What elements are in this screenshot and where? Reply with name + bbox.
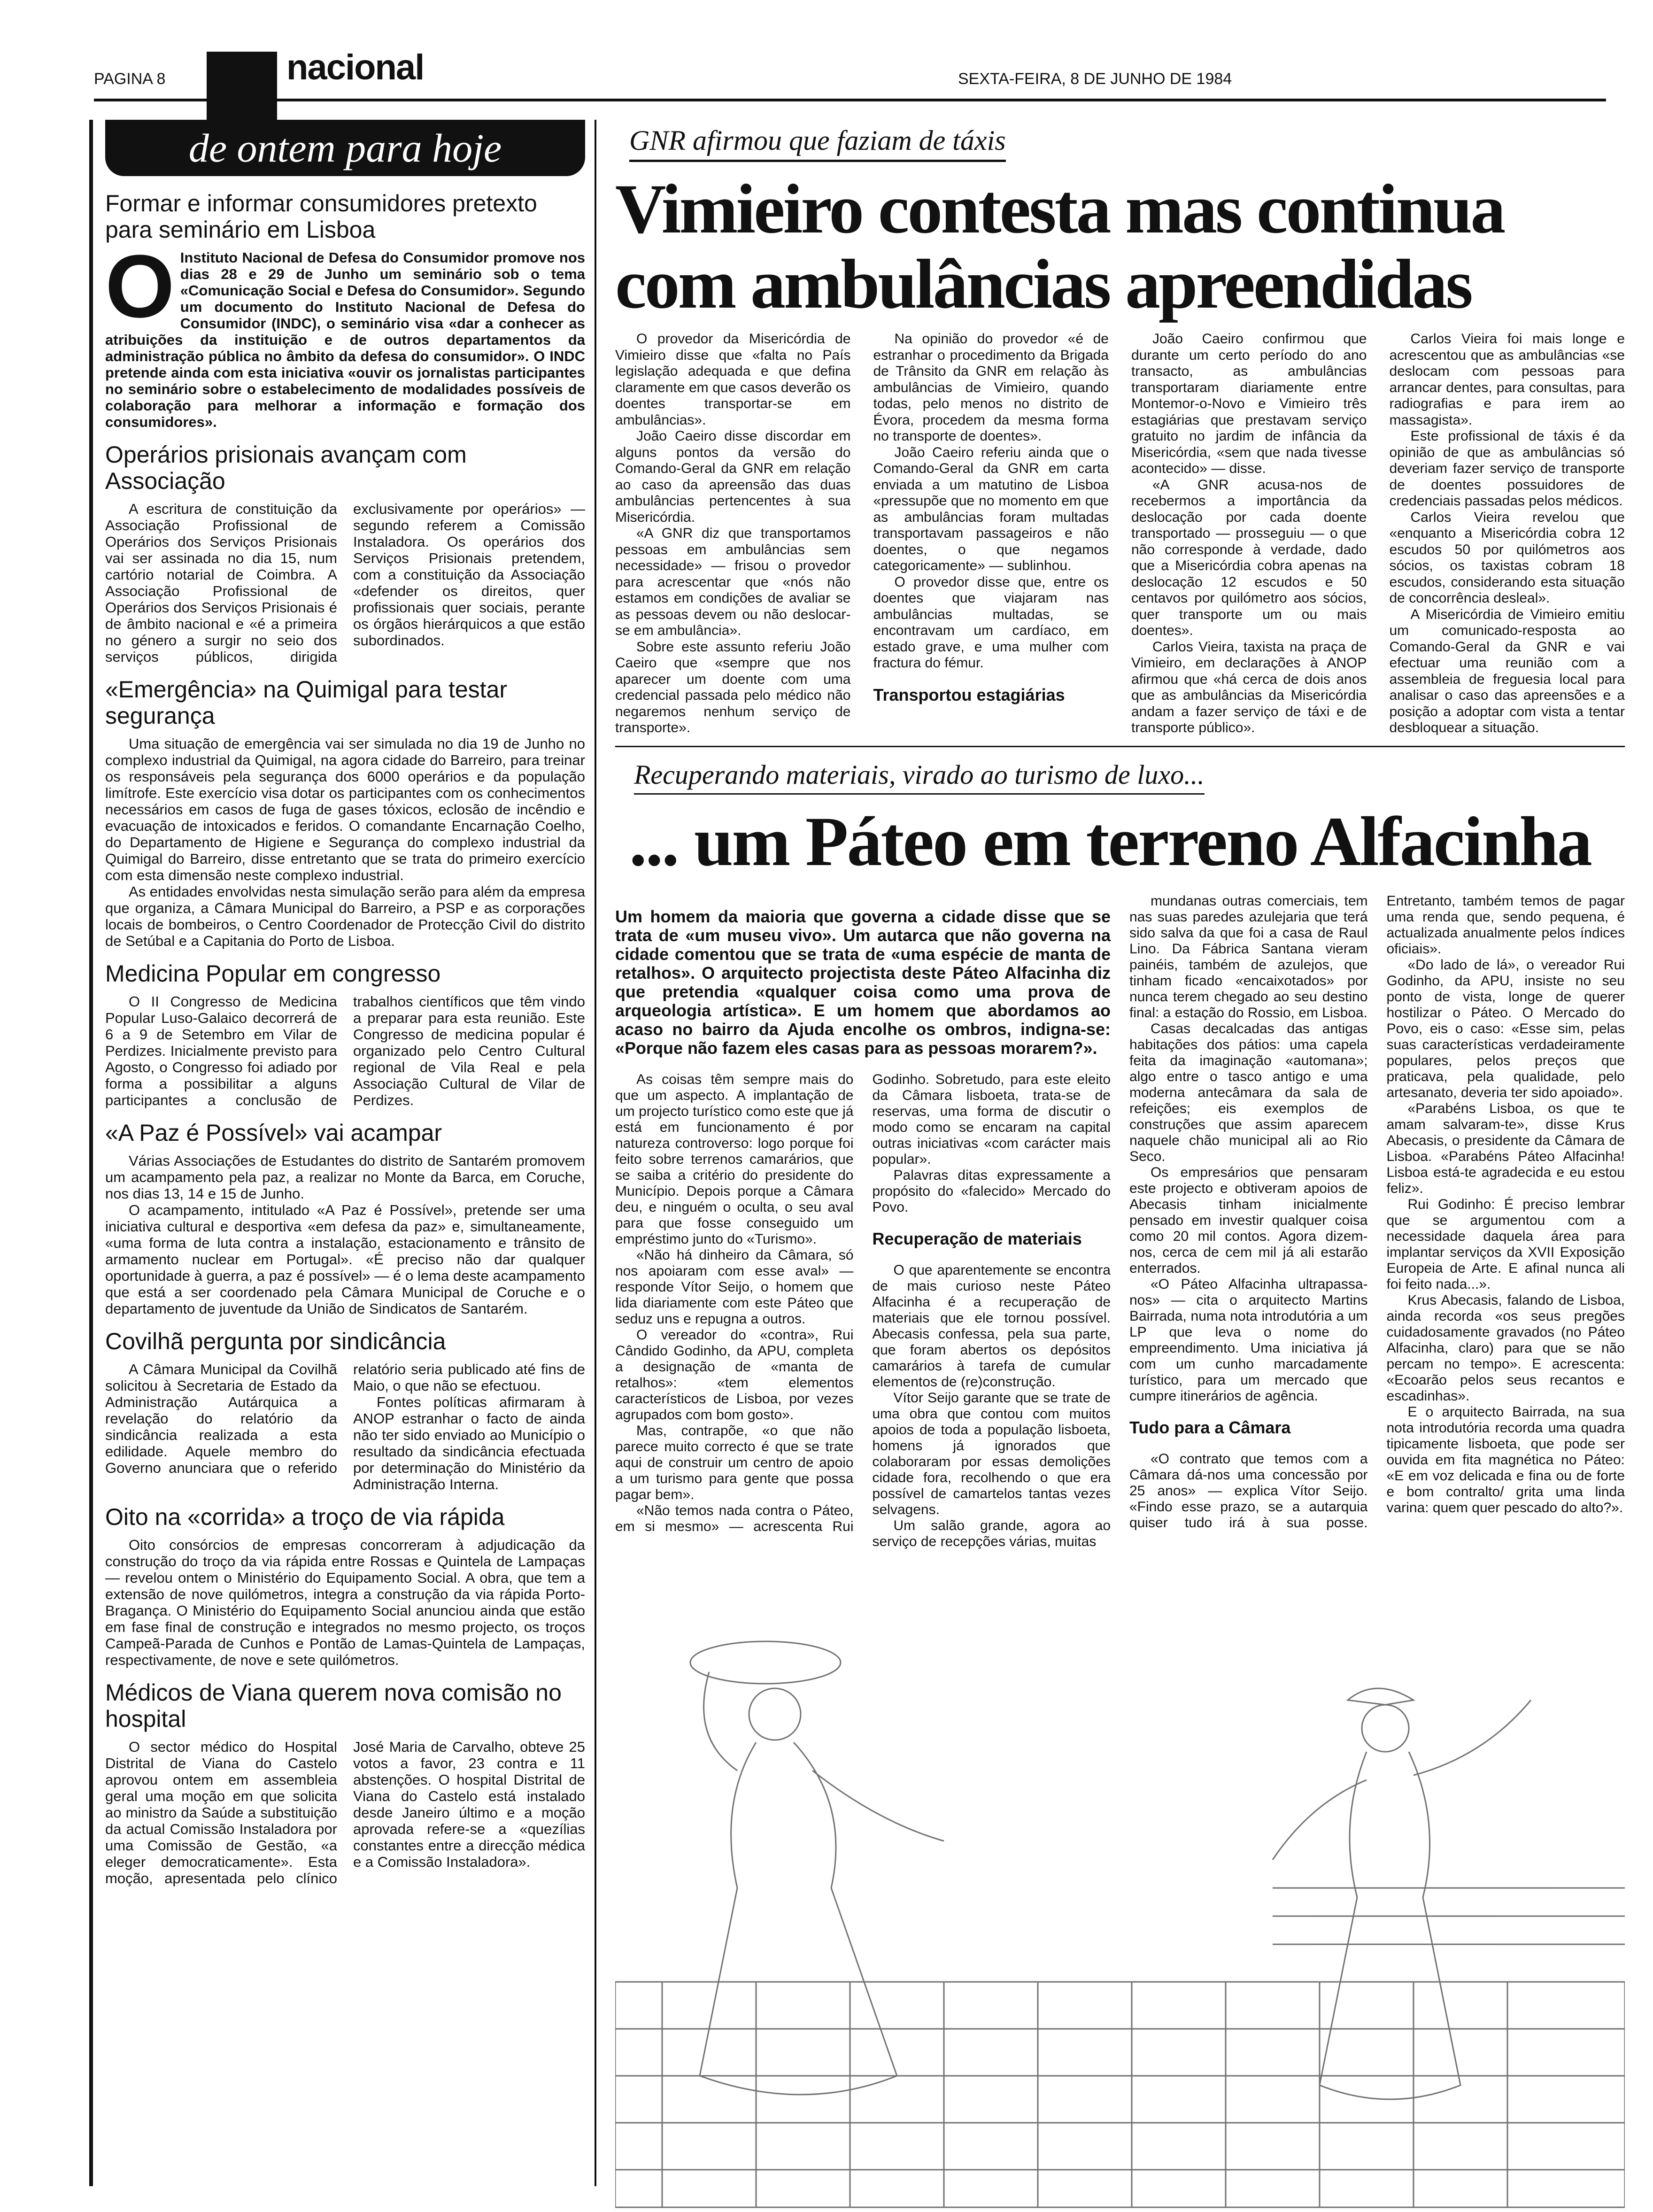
paragraph: Mas, contrapõe, «o que não parece muito correcto é que se trate aqui de construir um centro de apoio a um turismo para gente que possa pagar bem». — [615, 1423, 854, 1502]
brief-headline: Operários prisionais avançam com Associação — [105, 441, 467, 494]
brief-headline: «Emergência» na Quimigal para testar segurança — [105, 676, 508, 729]
briefs-list — [105, 190, 585, 1887]
paragraph: O provedor disse que, entre os doentes que viajaram nas ambulâncias multadas, se encontravam um cardíaco, em estado grave, e uma mulher com fractura do fémur. — [873, 574, 1109, 671]
brief-headline: Covilhã pergunta por sindicância — [105, 1328, 446, 1354]
paragraph: Carlos Vieira, taxista na praça de Vimieiro, em declarações à ANOP afirmou que «há cerca de dois anos que as ambulâncias da Misericórdia andam a fazer serviço de táxi e de transporte público». — [1131, 639, 1367, 735]
paragraph: Fontes políticas afirmaram à ANOP estranhar o facto de ainda não ter sido enviado ao Município o resultado da sindicância efectuada por determinação do Ministério da Administração Interna. — [353, 1394, 585, 1493]
paragraph: «Não há dinheiro da Câmara, só nos apoiaram com esse aval» — responde Vítor Seijo, o homem que lida diariamente com este Páteo que seduz uns e repugna a outros. — [615, 1247, 854, 1327]
paragraph: João Caeiro referiu ainda que o Comando-Geral da GNR em carta enviada a um matutino de Lisboa «pressupõe que no momento em que as ambulâncias foram multadas transportavam passageiros e não doentes, o que negamos categoricamente» — sublinhou. — [873, 444, 1109, 573]
paragraph: «O contrato que temos com a Câmara dá-nos uma concessão por 25 anos» — explica Vítor Seijo. «Findo esse prazo, se a autarquia quiser tudo irá à sua posse. Entretanto, também temos de pagar uma renda que, sendo pequena, é actualizada anualmente pelos índices oficiais». — [1129, 893, 1625, 1531]
left-column-briefs — [89, 120, 596, 2186]
brief-body — [105, 1739, 585, 1887]
brief-body — [105, 237, 585, 430]
paragraph: Os empresários que pensaram este projecto e obtiveram apoios de Abecasis tinham inicialmente pensado em investir qualquer coisa como 20 mil contos. Agora dizem-nos, cerca de cem mil já ali estarão enterrados. — [1129, 1164, 1368, 1276]
newspaper-logo — [207, 52, 277, 122]
paragraph: Na opinião do provedor «é de estranhar o procedimento da Brigada de Trânsito da GNR em relação às ambulâncias de Vimieiro, quando todas, pelo menos no distrito de Évora, procedem da mesma forma no transporte de doentes». — [873, 331, 1109, 444]
subheading: Tudo para a Câmara — [1129, 1417, 1291, 1437]
briefs-box-title: de ontem para hoje — [105, 120, 585, 176]
brief-headline: «A Paz é Possível» vai acampar — [105, 1120, 442, 1146]
paragraph: E o arquitecto Bairrada, na sua nota introdutória recorda uma quadra tipicamente lisboeta, que pode ser ouvida em fita magnética no Páteo: «E em voz delicada e fina ou de forte e bom contralto/ grita uma linda varina: quem quer pescado do alto?». — [1386, 1404, 1625, 1516]
paragraph: O vereador do «contra», Rui Cândido Godinho, da APU, completa a designação de «manta de retalhos»: «tem elementos característicos de Lisboa, por vezes agrupados com bom gosto». — [615, 1327, 854, 1423]
vimieiro-kicker: GNR afirmou que faziam de táxis — [629, 124, 1006, 162]
section-title: nacional — [286, 47, 424, 87]
paragraph: «O Páteo Alfacinha ultrapassa-nos» — cita o arquitecto Martins Bairrada, numa nota introdutória a um LP que leva o nome do empreendimento. Uma iniciativa já com um cunho marcadamente turístico, para um mercado que cumpre itinerários de agência. — [1129, 1276, 1368, 1404]
paragraph: «A GNR acusa-nos de recebermos a importância da deslocação por cada doente transportado — prosseguiu — o que não corresponde à verdade, dado que a Misericórdia cobra apenas na deslocação 12 escudos e 50 centavos por quilómetro aos sócios, quer transporte um ou mais doentes». — [1131, 477, 1367, 638]
masthead — [94, 47, 1606, 101]
page-number: PAGINA 8 — [94, 70, 166, 88]
alfacinha-lead — [615, 907, 1111, 1058]
paragraph: Sobre este assunto referiu João Caeiro que «sempre que nos aparecer um doente com uma credencial passada pelo médico não negaremos nenhum serviço de transporte». — [615, 639, 851, 735]
paragraph: Palavras ditas expressamente a propósito do «falecido» Mercado do Povo. — [872, 1167, 1111, 1215]
brief-body — [105, 501, 585, 665]
paragraph: Casas decalcadas das antigas habitações dos pátios: uma capela feita da imaginação «automana»; algo entre o tasco antigo e uma moderna antecâmara da sala de refeições; eis exemplos de construções que assim aparecem naquele chão municipal ali ao Rio Seco. — [1129, 1021, 1368, 1164]
paragraph: O acampamento, intitulado «A Paz é Possível», pretende ser uma iniciativa cultural e desportiva «em defesa da paz» e, simultaneamente, «uma forma de luta contra a instalação, estacionamento e trânsito de armamento nuclear em Portugal». «É preciso não dar qualquer oportunidade à guerra, a paz é possível» — é o lema deste acampamento que está a ser coordenado pela Câmara Municipal de Coruche e o departamento de juventude da União de Sindicatos de Santarém. — [105, 1202, 585, 1317]
brief-headline: Oito na «corrida» a troço de via rápida — [105, 1504, 505, 1530]
alfacinha-kicker: Recuperando materiais, virado ao turismo de luxo... — [634, 759, 1205, 795]
brief-headline: Formar e informar consumidores pretexto para seminário em Lisboa — [105, 190, 537, 243]
paragraph: «Não temos nada contra o Páteo, em si mesmo» — acrescenta Rui Godinho. Sobretudo, para este eleito da Câmara lisboeta, trata-se de reservas, uma forma de discutir o modo como se encaram na capital outras iniciativas «com carácter mais popular». — [615, 1071, 1111, 1534]
paragraph: A escritura de constituição da Associação Profissional de Operários dos Serviços Prisionais vai ser assinada no dia 15, num cartório notarial de Coimbra. A Associação Profissional de Operários dos Serviços Prisionais é de âmbito nacional e «é a primeira no género a surgir no seio dos serviços públicos, dirigida exclusivamente por operários» — segundo referem a Comissão Instaladora. Os operários dos Serviços Prisionais pretendem, com a constituição da Associação «defender os direitos, quer profissionais quer sociais, perante os órgãos hierárquicos a que estão subordinados. — [105, 501, 585, 665]
paragraph: Uma situação de emergência vai ser simulada no dia 19 de Junho no complexo industrial da Quimigal, na agora cidade do Barreiro, para treinar os responsáveis pela segurança dos 6000 operários e da população limítrofe. Este exercício visa dotar os participantes com os conhecimentos necessários em casos de fuga de gases tóxicos, eclosão de incêndio e evacuação de intoxicados e feridos. O comandante Encarnação Coelho, do Departamento de Higiene e Segurança do complexo industrial da Quimigal do Barreiro, disse entretanto que se trata do primeiro exercício com esta dimensão neste complexo industrial. — [105, 735, 585, 883]
alfacinha-body-left — [615, 1072, 1111, 1550]
paragraph: O que aparentemente se encontra de mais curioso neste Páteo Alfacinha é a recuperação de materiais que ele tornou possível. Abecasis confessa, pela sua parte, que foram abertos os depósitos camarários à tarefa de cumular elementos de (re)construção. — [872, 1262, 1111, 1390]
subheading: Recuperação de materiais — [872, 1229, 1082, 1248]
paragraph: Krus Abecasis, falando de Lisboa, ainda recorda «os seus pregões cuidadosamente gravados (no Páteo Alfacinha, claro) para que se não percam no tempo». E acrescenta: «Ecoarão pelos seus recantos e escadinhas». — [1386, 1292, 1625, 1404]
brief-body — [105, 735, 585, 949]
paragraph: Várias Associações de Estudantes do distrito de Santarém promovem um acampamento pela paz, a realizar no Monte da Barca, em Coruche, nos dias 13, 14 e 15 de Junho. — [105, 1152, 585, 1202]
subheading: Um homem da maioria que governa a cidade disse que se trata de «um museu vivo». Um autarca que não governa na cidade comentou que se trata de «uma espécie de manta de retalhos». O arquitecto projectista deste Páteo Alfacinha diz que pretendia «qualquer coisa como uma prova de arqueologia artística». E um homem que abordamos ao acaso no bairro da Ajuda encolhe os ombros, indigna-se: «Porque não fazem eles casas para as pessoas morarem?». — [615, 906, 1111, 1058]
brief-body — [105, 993, 585, 1108]
brief-body — [105, 1152, 585, 1317]
alfacinha-headline: ... um Páteo em terreno Alfacinha — [629, 802, 1591, 881]
paragraph: Carlos Vieira revelou que «enquanto a Misericórdia cobra 12 escudos 50 por quilómetros aos sócios, os taxistas cobram 18 escudos, considerando esta situação de concorrência desleal». — [1389, 509, 1625, 606]
paragraph: Rui Godinho: É preciso lembrar que se argumentou com a necessidade daquela área para implantar serviços da XVII Exposição Europeia de Arte. E afinal nunca ali foi feito nada...». — [1386, 1196, 1625, 1292]
hat — [1348, 1688, 1414, 1705]
brief-body — [105, 1537, 585, 1668]
divider — [615, 746, 1625, 747]
paragraph: «Do lado de lá», o vereador Rui Godinho, da APU, insiste no seu ponto de vista, longe de querer hostilizar o Páteo. O Mercado do Povo, eis o caso: «Esse sim, pelas suas características verdadeiramente populares, pelos preços que praticava, pela qualidade, pelo artesanato, deveria ter sido apoiado». — [1386, 957, 1625, 1100]
brief-body — [105, 1361, 585, 1493]
paragraph: Vítor Seijo garante que se trate de uma obra que contou com muitos apoios de toda a população lisboeta, homens já ignorados que colaboraram por essas demolições cidade fora, recolhendo o que era possível de camartelos tantas vezes selvagens. — [872, 1390, 1111, 1517]
paragraph: A Misericórdia de Vimieiro emitiu um comunicado-resposta ao Comando-Geral da GNR e vai efectuar uma reunião com a assembleia de freguesia local para analisar o caso das apreensões e a posição a adoptar com vista a tentar desbloquear a situação. — [1389, 606, 1625, 735]
alfacinha-left-half — [615, 893, 1111, 1550]
paragraph: As coisas têm sempre mais do que um aspecto. A implantação de um projecto turístico como este que já está em funcionamento é por natureza controverso: logo porque foi feito sobre terrenos camarários, que se saiba a critério do presidente do Município. Depois porque a Câmara deu, e ninguém o oculta, o seu aval para que fosse conseguido um empréstimo junto do «Turismo». — [615, 1071, 854, 1247]
paragraph: O sector médico do Hospital Distrital de Viana do Castelo aprovou ontem em assembleia geral uma moção em que solicita ao ministro da Saúde a substituição da actual Comissão Instaladora por uma Comissão de Gestão, «a eleger democraticamente». Esta moção, apresentada pelo clínico José Maria de Carvalho, obteve 25 votos a favor, 23 contra e 11 abstenções. O hospital Distrital de Viana do Castelo está instalado desde Janeiro último e a moção aprovada refere-se a «quezílias constantes entre a direcção médica e a Comissão Instaladora». — [105, 1739, 585, 1887]
brief-headline: Médicos de Viana querem nova comisão no hospital — [105, 1679, 562, 1732]
subheading: Transportou estagiárias — [873, 685, 1065, 704]
paragraph: Oito consórcios de empresas concorreram à adjudicação da construção do troço da via rápida entre Rossas e Quintela de Lampaças — revelou ontem o Ministério do Equipamento Social. A obra, que tem a extensão de nove quilómetros, integra a construção da via rápida Porto-Bragança. O Ministério do Equipamento Social anunciou ainda que estão em fase final de construção e integrados no mesmo projecto, os troços Campeã-Parada de Cunhos e Pontão de Lamas-Quintela de Lampaças, respectivamente, de nove e sete quilómetros. — [105, 1537, 585, 1668]
issue-date: SEXTA-FEIRA, 8 DE JUNHO DE 1984 — [958, 70, 1232, 88]
paragraph: «Parabéns Lisboa, os que te amam salvaram-te», disse Krus Abecasis, o presidente da Câmara de Lisboa. «Parabéns Páteo Alfacinha! Lisboa está-te agradecida e eu estou feliz». — [1386, 1100, 1625, 1196]
illustration-patio-figures — [615, 1559, 1625, 2212]
brief-headline: Medicina Popular em congresso — [105, 960, 441, 987]
paragraph: O II Congresso de Medicina Popular Luso-Galaico decorrerá de 6 a 9 de Setembro em Vilar de Perdizes. Inicialmente previsto para Agosto, o Congresso foi adiado por forma a possibilitar a alguns participantes a conclusão de trabalhos científicos que têm vindo a preparar para esta reunião. Este Congresso de medicina popular é organizado pelo Centro Cultural regional de Vila Real e pela Associação Cultural de Vilar de Perdizes. — [105, 993, 585, 1108]
vimieiro-headline: Vimieiro contesta mas continua com ambulâncias apreendidas — [615, 170, 1504, 323]
vimieiro-body — [615, 331, 1625, 736]
paragraph: «A GNR diz que transportamos pessoas em ambulâncias sem necessidade» — frisou o provedor para acrescentar que «nós não estamos em condições de avaliar se as pessoas devem ou não deslocar-se em ambulância». — [615, 526, 851, 638]
paragraph: Este profissional de táxis é da opinião de que as ambulâncias só deveriam fazer serviço de transporte de doentes possuidores de credenciais passadas pelos médicos. — [1389, 428, 1625, 509]
basket-on-head — [690, 1641, 841, 1684]
drop-cap: O — [105, 237, 175, 336]
paragraph: A Câmara Municipal da Covilhã solicitou à Secretaria de Estado da Administração Autárquica a revelação do relatório da sindicância realizada a esta edilidade. Aquele membro do Governo anunciara que o referido relatório seria publicado até fins de Maio, o que não se efectuou. — [105, 1361, 585, 1476]
alfacinha-body — [615, 893, 1625, 1550]
paragraph: O provedor da Misericórdia de Vimieiro disse que «falta no País legislação adequada e que defina claramente em que casos deverão os doentes transportar-se em ambulâncias». — [615, 331, 851, 428]
right-area — [615, 124, 1625, 2212]
paragraph: mundanas outras comerciais, tem nas suas paredes azulejaria que terá sido salva da que foi a casa de Raul Lino. Da Fábrica Santana vieram painéis, também de azulejos, que tinham ficado «encaixotados» por nunca terem chegado ao seu destino final: a estação do Rossio, em Lisboa. — [1129, 893, 1368, 1021]
tiled-wall — [615, 1982, 1625, 2207]
paragraph: Um salão grande, agora ao serviço de recepções várias, muitas — [872, 1517, 1111, 1549]
paragraph: João Caeiro disse discordar em alguns pontos da versão do Comando-Geral da GNR em relação ao caso da apreensão das duas ambulâncias pertencentes à sua Misericórdia. — [615, 428, 851, 525]
paragraph: Instituto Nacional de Defesa do Consumidor promove nos dias 28 e 29 de Junho um seminário sob o tema «Comunicação Social e Defesa do Consumidor». Segundo um documento do Instituto Nacional de Defesa do Consumidor (INDC), o seminário visa «dar a conhecer as atribuições da instituição e de outros departamentos da administração pública no âmbito da defesa do consumidor». O INDC pretende ainda com esta iniciativa «ouvir os jornalistas participantes no seminário sobre o estabelecimento de modalidades possíveis de colaboração para melhorar a informação e formação dos consumidores». — [105, 249, 585, 430]
paragraph: João Caeiro confirmou que durante um certo período do ano transacto, as ambulâncias transportaram diariamente entre Montemor-o-Novo e Vimieiro três estagiárias que prestavam serviço gratuito no jardim de infância da Misericórdia, «sem que nada tivesse acontecido» — disse. — [1131, 331, 1367, 476]
alfacinha-body-right — [1129, 893, 1625, 1550]
paragraph: As entidades envolvidas nesta simulação serão para além da empresa que organiza, a Câmara Municipal do Barreiro, a PSP e as corporações locais de bombeiros, o Centro Coordenador de Protecção Civil do distrito de Setúbal e a Capitania do Porto de Lisboa. — [105, 883, 585, 949]
paragraph: Carlos Vieira foi mais longe e acrescentou que as ambulâncias «se deslocam com pessoas para arrancar dentes, para consultas, para radiografias e para irem ao massagista». — [1389, 331, 1625, 428]
